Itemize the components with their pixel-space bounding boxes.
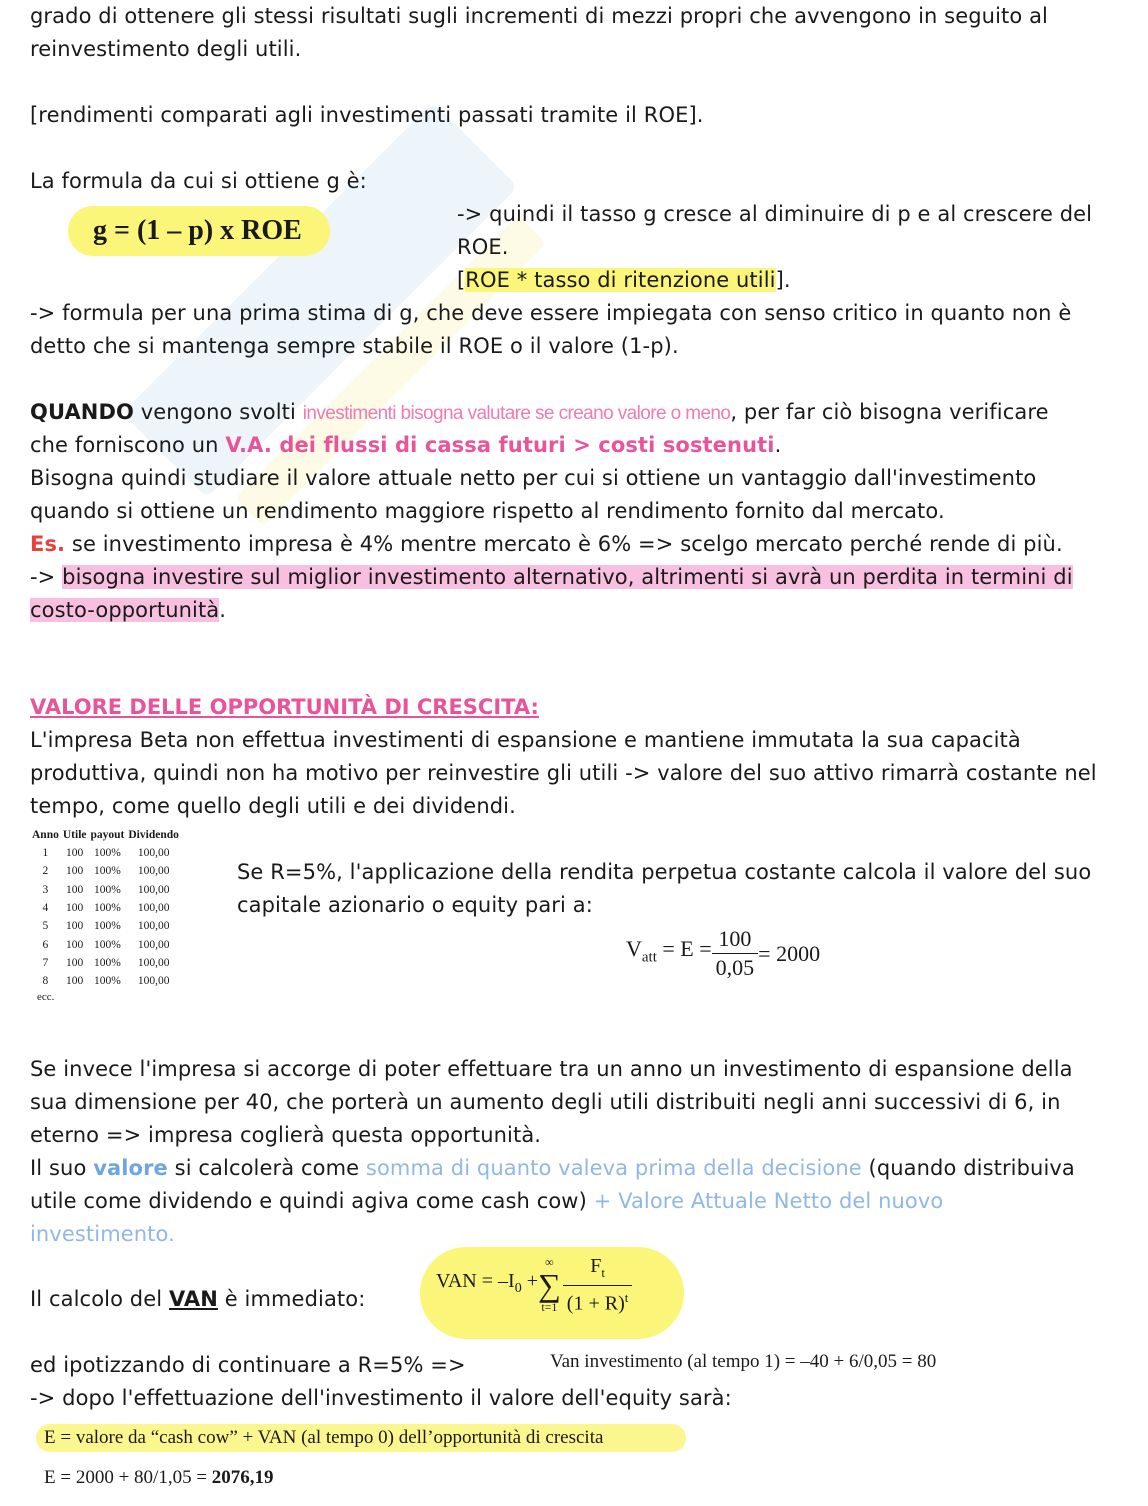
paragraph-line: Il calcolo del VAN è immediato: — [30, 1287, 366, 1311]
table-row — [30, 954, 181, 972]
paragraph-line: ed ipotizzando di continuare a R=5% => — [30, 1353, 466, 1377]
paragraph-line: tempo, come quello degli utili e dei dividendi. — [30, 794, 516, 818]
paragraph-line: QUANDO vengono svolti investimenti bisogna valutare se creano valore o meno, per far ciò bisogna verificare — [30, 400, 1049, 424]
paragraph-line: -> dopo l'effettuazione dell'investimento il valore dell'equity sarà: — [30, 1386, 732, 1410]
table-cell: 100% — [94, 956, 121, 969]
paragraph-line: L'impresa Beta non effettua investimenti di espansione e mantiene immutata la sua capacità — [30, 728, 1021, 752]
paragraph-line: costo-opportunità. — [30, 598, 227, 622]
table-footer: ecc. — [37, 991, 55, 1004]
table-header-cell: Utile — [62, 829, 87, 841]
table-cell: 1 — [42, 847, 49, 860]
vatt-formula: $V_{att} = E$ = $\frac{100}{0,05}$ = 2000 — [626, 926, 821, 980]
table-cell: 3 — [42, 883, 49, 896]
paragraph-line: reinvestimento degli utili. — [30, 37, 302, 61]
table-cell: 6 — [42, 938, 49, 951]
table-cell: 100,00 — [137, 920, 170, 933]
table-header-cell: payout — [90, 829, 125, 841]
table-cell: 8 — [42, 975, 49, 988]
paragraph-line: investimento. — [30, 1222, 175, 1246]
van-formula: VAN = $-I_0$ + ∞ ∑ t=1 $\frac{F_t}{(1 + R)^t}$ — [436, 1254, 632, 1316]
paragraph-line: -> bisogna investire sul miglior investimento alternativo, altrimenti si avrà un perdita in termini di — [30, 565, 1073, 589]
paragraph-line: -> formula per una prima stima di g, che deve essere impiegata con senso critico in quanto non è — [30, 301, 1072, 325]
formula-g: g = (1 – p) x ROE — [93, 215, 302, 246]
paragraph-line: Se invece l'impresa si accorge di poter effettuare tra un anno un investimento di espansione della — [30, 1057, 1073, 1081]
table-cell: 4 — [42, 902, 49, 915]
table-row — [30, 862, 181, 880]
table-cell: 100% — [94, 902, 121, 915]
paragraph-line: capitale azionario o equity pari a: — [237, 893, 593, 917]
table-row — [30, 935, 181, 953]
equity-formula: E = valore da “cash cow” + VAN (al tempo 0) dell’opportunità di crescita — [44, 1427, 604, 1448]
side-note-line: [ROE * tasso di ritenzione utili]. — [457, 268, 791, 292]
paragraph-line: produttiva, quindi non ha motivo per reinvestire gli utili -> valore del suo attivo rimarrà costante nel — [30, 761, 1097, 785]
table-cell: 2 — [42, 865, 49, 878]
table-cell: 100,00 — [137, 956, 170, 969]
table-cell: 100% — [94, 920, 121, 933]
table-cell: 5 — [42, 920, 49, 933]
paragraph-line: Se R=5%, l'applicazione della rendita perpetua costante calcola il valore del suo — [237, 860, 1092, 884]
table-cell: 100% — [94, 883, 121, 896]
payout-table — [30, 826, 181, 1004]
paragraph-line: Es. se investimento impresa è 4% mentre mercato è 6% => scelgo mercato perché rende di più. — [30, 532, 1063, 556]
table-header-cell: Anno — [32, 829, 59, 841]
table-cell: 100 — [66, 883, 84, 896]
table-cell: 100% — [94, 865, 121, 878]
paragraph-line: Il suo valore si calcolerà come somma di quanto valeva prima della decisione (quando distribuiva — [30, 1156, 1075, 1180]
table-row — [30, 881, 181, 899]
table-cell: 7 — [42, 956, 49, 969]
paragraph-line: eterno => impresa coglierà questa opportunità. — [30, 1123, 542, 1147]
table-cell: 100 — [66, 956, 84, 969]
paragraph-line: sua dimensione per 40, che porterà un aumento degli utili distribuiti negli anni successivi di 6, in — [30, 1090, 1061, 1114]
table-cell: 100,00 — [137, 975, 170, 988]
table-row — [30, 844, 181, 862]
paragraph-line: che forniscono un V.A. dei flussi di cassa futuri > costi sostenuti. — [30, 433, 782, 457]
section-heading: VALORE DELLE OPPORTUNITÀ DI CRESCITA: — [30, 695, 539, 719]
side-note-line: -> quindi il tasso g cresce al diminuire di p e al crescere del — [457, 202, 1093, 226]
table-cell: 100 — [66, 920, 84, 933]
table-cell: 100,00 — [137, 865, 170, 878]
table-cell: 100% — [94, 847, 121, 860]
table-cell: 100 — [66, 975, 84, 988]
paragraph-line: utile come dividendo e quindi agiva come cash cow) + Valore Attuale Netto del nuovo — [30, 1189, 944, 1213]
table-cell: 100% — [94, 975, 121, 988]
table-cell: 100 — [66, 902, 84, 915]
paragraph-line: detto che si mantenga sempre stabile il ROE o il valore (1-p). — [30, 334, 679, 358]
equity-result: E = 2000 + 80/1,05 = 2076,19 — [44, 1467, 274, 1488]
paragraph-line: [rendimenti comparati agli investimenti passati tramite il ROE]. — [30, 103, 704, 127]
side-note-line: ROE. — [457, 235, 509, 259]
van-investment-formula: Van investimento (al tempo 1) = –40 + 6/0,05 = 80 — [550, 1351, 937, 1372]
paragraph-line: grado di ottenere gli stessi risultati sugli incrementi di mezzi propri che avvengono in seguito al — [30, 4, 1048, 28]
table-cell: 100,00 — [137, 883, 170, 896]
table-cell: 100,00 — [137, 938, 170, 951]
table-cell: 100 — [66, 865, 84, 878]
table-cell: 100 — [66, 847, 84, 860]
table-row — [30, 917, 181, 935]
table-row — [30, 899, 181, 917]
table-cell: 100 — [66, 938, 84, 951]
paragraph-line: quando si ottiene un rendimento maggiore rispetto al rendimento fornito dal mercato. — [30, 499, 945, 523]
paragraph-line: La formula da cui si ottiene g è: — [30, 169, 367, 193]
table-row — [30, 972, 181, 990]
paragraph-line: Bisogna quindi studiare il valore attuale netto per cui si ottiene un vantaggio dall'investimento — [30, 466, 1037, 490]
table-header-cell: Dividendo — [128, 829, 179, 841]
table-cell: 100,00 — [137, 902, 170, 915]
table-cell: 100,00 — [137, 847, 170, 860]
table-cell: 100% — [94, 938, 121, 951]
